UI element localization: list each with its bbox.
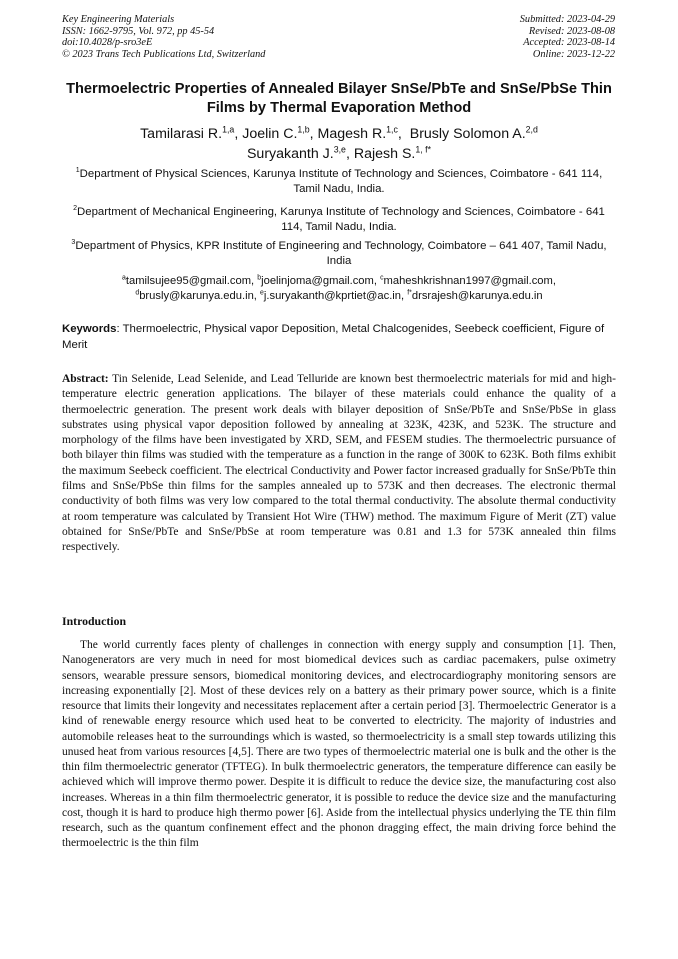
email-link[interactable]: drsrajesh@karunya.edu.in	[411, 290, 543, 303]
author-name: Brusly Solomon A.	[409, 126, 526, 142]
email-link[interactable]: j.suryakanth@kprtiet@ac.in	[263, 290, 402, 303]
author-affiliation-mark: 1,c	[386, 124, 398, 135]
doi-line: doi:10.4028/p-sro3eE	[62, 37, 153, 49]
author-affiliation-mark: 1,b	[297, 124, 310, 135]
author-affiliation-mark: 2,d	[525, 124, 538, 135]
author-name: Tamilarasi R.	[140, 126, 223, 142]
submitted-date: Submitted: 2023-04-29	[519, 14, 615, 25]
author-list: Tamilarasi R.$^{1,a}$, Joelin C.$^{1,b}$, Magesh R.$^{1,c}$, Brusly Solomon A.$^{2,d}$ Suryakanth J.$^{3,e}$, Rajesh S.$^{1, f*}$	[140, 124, 538, 162]
email-link[interactable]: joelinjoma@gmail.com	[261, 275, 374, 287]
issn-line: ISSN: 1662-9795, Vol. 972, pp 45-54	[62, 25, 215, 37]
accepted-date: Accepted: 2023-08-14	[523, 37, 615, 49]
author-name: Magesh R.	[317, 126, 387, 142]
author-affiliation-mark: 1,a	[222, 124, 235, 135]
online-date: Online: 2023-12-22	[532, 48, 615, 60]
email-link[interactable]: tamilsujee95@gmail.com	[125, 275, 252, 287]
copyright-line: © 2023 Trans Tech Publications Ltd, Switzerland	[62, 48, 266, 60]
email-link[interactable]: maheshkrishnan1997@gmail.com	[383, 275, 553, 287]
affiliation: $^2$Department of Mechanical Engineering, Karunya Institute of Technology and Sciences, Coimbatore - 641 114, Tamil Nadu, India.	[73, 205, 605, 234]
author-name: Rajesh S.	[353, 146, 416, 162]
abstract-text: Tin Selenide, Lead Selenide, and Lead Telluride are known best thermoelectric materials for mid and high-temperature electric generation applications. The bilayer of these materials could enhance the quality of a thermoelectric generation. The present work deals with bilayer deposition of SnSe/PbTe and SnSe/PbSe in glass substrates using physical vapor deposition followed by annealing at 323K, 423K, and 523K. The structure and morphology of the films have been investigated by XRD, SEM, and FESEM studies. The thermoelectric pursuance of both bilayer thin films was studied with the temperature as a function in the range of 300K to 623K. Both films exhibit the maximum Seebeck coefficient. The electrical Conductivity and Power factor increased gradually for SnSe/PbTe thin films and SnSe/PbSe thin films for the samples annealed up to 573K and then decreases. The electronic thermal conductivity of both films was very low compared to the total thermal conductivity. The absolute thermal conductivity at room temperature was calculated by Transient Hot Wire (THW) method. The maximum Figure of Merit (ZT) value obtained for SnSe/PbTe and SnSe/PbSe at room temperature was 0.81 and 1.3 for 573K annealed thin films respectively.	[62, 373, 616, 554]
submission-dates	[520, 14, 615, 60]
journal-info	[62, 14, 265, 60]
introduction-paragraph: The world currently faces plenty of challenges in connection with energy supply and consumption [1]. Then, Nanogenerators are very much in need for most biomedical devices such as cardiac pacemakers, pulse oximetry sensors, wearable pressure sensors, biomedical monitoring devices, and electrocardiography monitoring sensors are increasing exponentially [2]. Most of these devices rely on a battery as their primary power source, which is a finite resource that limits their longevity and necessitates replacement after a certain period [3]. Thermoelectric Generator is a kind of renewable energy resource which used heat to be converted to electricity. The majority of industries and automobile releases heat to the surroundings which is wasted, so thermoelectricity is a small step towards utilizing this unused heat from various resources [4,5]. There are two types of thermoelectric material one is bulk and the other is the thin film thermoelectric generator (TFTEG). In bulk thermoelectric generators, the temperature difference can easily be achieved which will improve thermo power. Despite it is difficult to reduce the device size, the manufacturing cost also increases. Whereas in a thin film thermoelectric generator, it is possible to reduce the device size and the manufacturing cost, though it is hard to produce high thermo power [6]. Aside from the intellectual physics underlying the TE thin film research, such as the quantum confinement effect and the phonon dragging effect, the main driving force behind the thermoelectric is the thin film	[62, 639, 616, 850]
author-emails: $^a$tamilsujee95@gmail.com, $^b$joelinjoma@gmail.com, $^c$maheshkrishnan1997@gmail.com, $^d$brusly@karunya.edu.in, $^e$j.suryakanth@kprtiet@ac.in, $^{f*}$drsrajesh@karunya.edu.in	[122, 274, 556, 303]
affiliation: $^1$Department of Physical Sciences, Karunya Institute of Technology and Sciences, Coimbatore - 641 114, Tamil Nadu, India.	[75, 167, 603, 196]
journal-name: Key Engineering Materials	[62, 14, 175, 25]
author-affiliation-mark: 3,e	[333, 144, 346, 155]
section-heading-introduction: Introduction	[62, 614, 127, 628]
paper-title: Thermoelectric Properties of Annealed Bilayer SnSe/PbTe and SnSe/PbSe Thin Films by Thermal Evaporation Method	[66, 81, 612, 116]
keywords	[62, 322, 616, 353]
author-name: Joelin C.	[242, 126, 298, 142]
author-affiliation-mark: 1, f*	[415, 144, 432, 155]
email-link[interactable]: brusly@karunya.edu.in	[139, 290, 254, 303]
abstract	[62, 372, 616, 556]
affiliation: $^3$Department of Physics, KPR Institute of Engineering and Technology, Coimbatore – 641 407, Tamil Nadu, India	[71, 239, 607, 268]
abstract-label: Abstract:	[62, 373, 109, 385]
keywords-text: : Thermoelectric, Physical vapor Deposition, Metal Chalcogenides, Seebeck coefficient, Figure of Merit	[62, 323, 605, 351]
author-name: Suryakanth J.	[246, 146, 334, 162]
revised-date: Revised: 2023-08-08	[528, 25, 615, 37]
keywords-label: Keywords	[62, 323, 117, 335]
